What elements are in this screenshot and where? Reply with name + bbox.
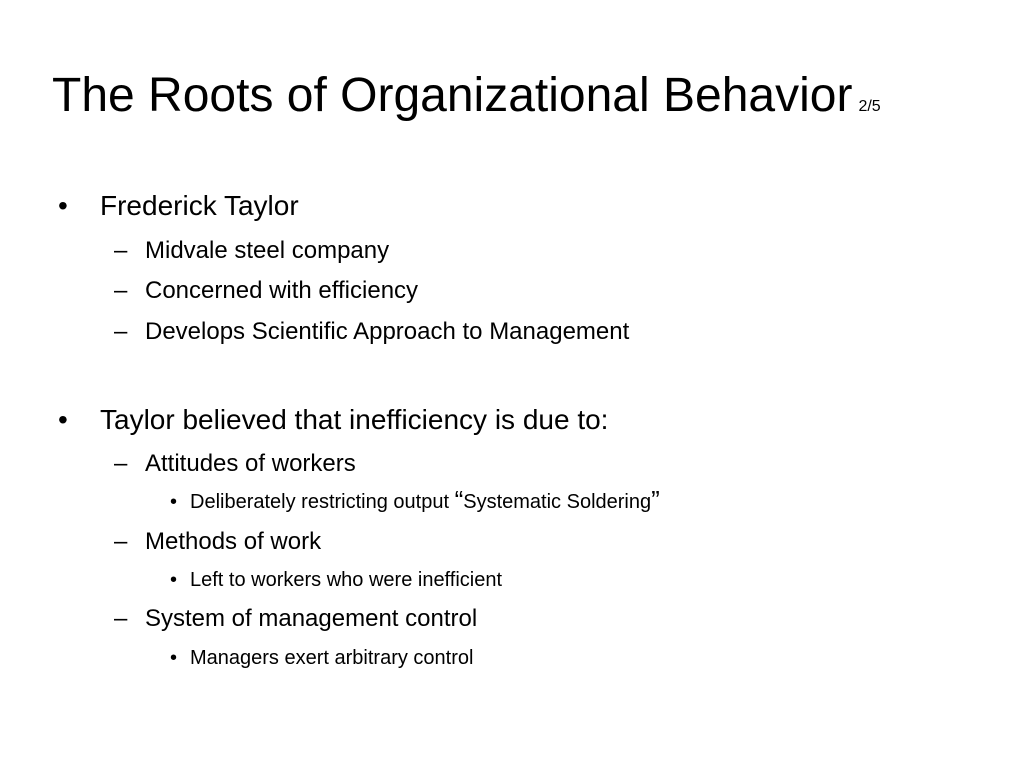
dash-marker: –	[114, 237, 128, 264]
sub-item-text: Develops Scientific Approach to Management	[145, 318, 630, 345]
dash-marker: –	[114, 450, 128, 477]
sub-sub-item-text	[190, 485, 660, 515]
sub-item-text: Methods of work	[145, 528, 322, 555]
bullet-marker: •	[170, 647, 178, 669]
open-quote: “	[454, 485, 464, 515]
sub-sub-item-text: Managers exert arbitrary control	[190, 647, 474, 669]
sub-sub-item-prefix: Deliberately restricting output	[190, 491, 455, 513]
dash-marker: –	[114, 605, 128, 632]
sub-item-text: System of management control	[145, 605, 478, 632]
slide-title	[52, 68, 881, 135]
bullet-marker: •	[58, 190, 68, 221]
quoted-term: Systematic Soldering	[463, 491, 652, 513]
bullet-marker: •	[58, 404, 68, 435]
dash-marker: –	[114, 277, 128, 304]
bullet-text: Taylor believed that inefficiency is due to:	[100, 404, 609, 435]
dash-marker: –	[114, 318, 128, 345]
sub-item-text: Midvale steel company	[145, 237, 390, 264]
bullet-text: Frederick Taylor	[100, 190, 299, 221]
slide-title-text: The Roots of Organizational Behavior	[52, 69, 853, 122]
sub-item-text: Attitudes of workers	[145, 450, 356, 477]
close-quote: ”	[651, 485, 660, 515]
bullet-marker: •	[170, 491, 178, 513]
bullet-marker: •	[170, 569, 178, 591]
sub-sub-item-text: Left to workers who were inefficient	[190, 569, 503, 591]
dash-marker: –	[114, 528, 128, 555]
page-indicator: 2/5	[858, 98, 881, 115]
sub-item-text: Concerned with efficiency	[145, 277, 419, 304]
